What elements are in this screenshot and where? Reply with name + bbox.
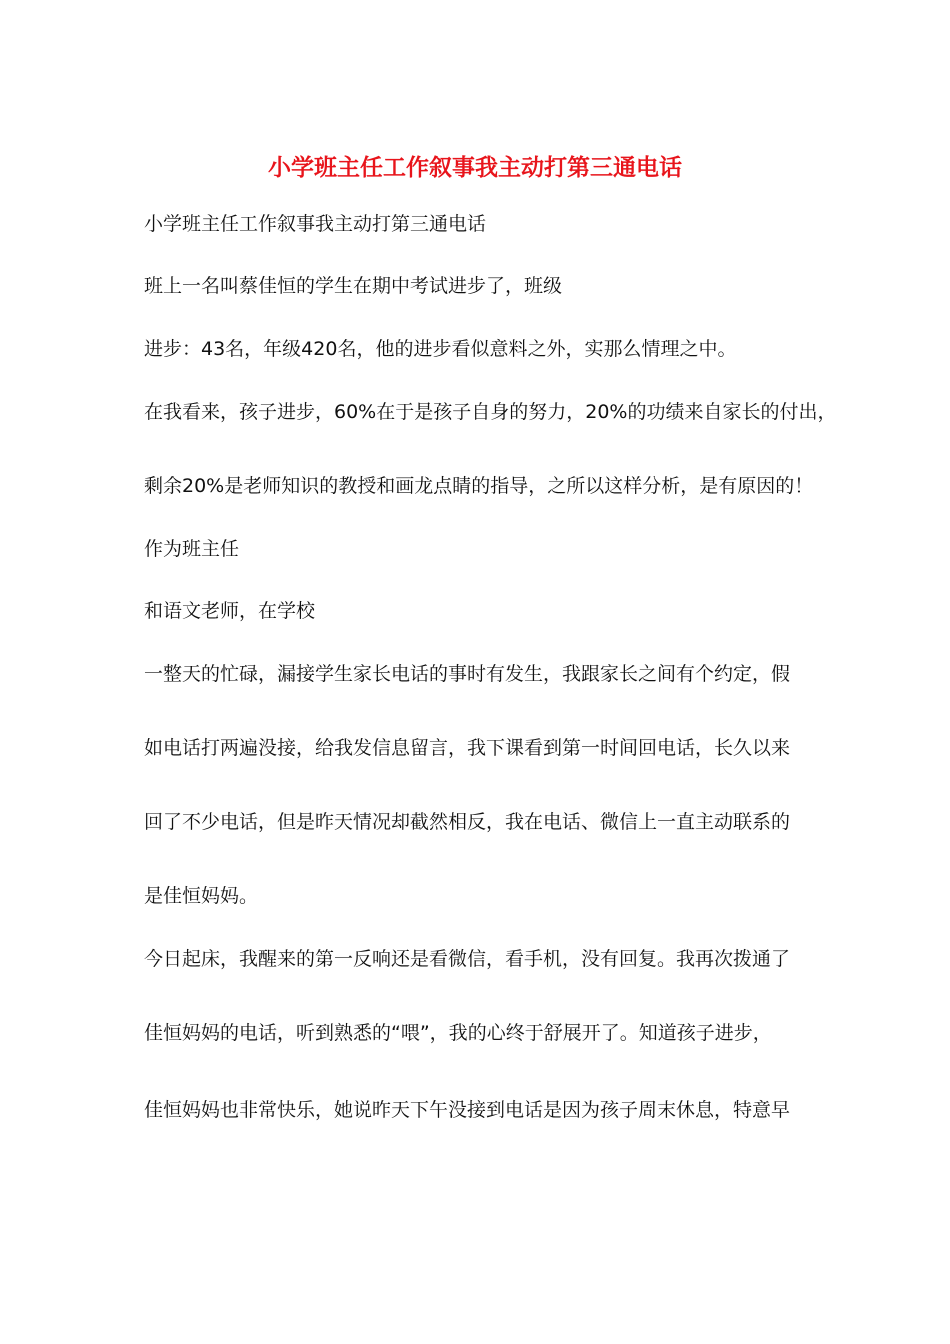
- paragraph-line: 在我看来，孩子进步，60%在于是孩子自身的努力，20%的功绩来自家长的付出，: [144, 401, 837, 423]
- paragraph-line: 一整天的忙碌，漏接学生家长电话的事时有发生，我跟家长之间有个约定，假: [144, 663, 791, 685]
- paragraph-line: 作为班主任: [144, 538, 240, 560]
- paragraph-line: 今日起床，我醒来的第一反响还是看微信，看手机，没有回复。我再次拨通了: [144, 948, 791, 970]
- paragraph-line: 回了不少电话，但是昨天情况却截然相反，我在电话、微信上一直主动联系的: [144, 811, 791, 833]
- paragraph-line: 佳恒妈妈的电话，听到熟悉的“喂”，我的心终于舒展开了。知道孩子进步，: [144, 1022, 772, 1044]
- paragraph-line: 和语文老师，在学校: [144, 600, 316, 622]
- paragraph-line: 如电话打两遍没接，给我发信息留言，我下课看到第一时间回电话，长久以来: [144, 737, 791, 759]
- paragraph-line: 佳恒妈妈也非常快乐，她说昨天下午没接到电话是因为孩子周末休息，特意早: [144, 1099, 791, 1121]
- paragraph-line: 是佳恒妈妈。: [144, 885, 259, 907]
- paragraph-line: 小学班主任工作叙事我主动打第三通电话: [144, 213, 487, 235]
- paragraph-line: 班上一名叫蔡佳恒的学生在期中考试进步了，班级: [144, 275, 563, 297]
- document-title: 小学班主任工作叙事我主动打第三通电话: [268, 154, 682, 181]
- paragraph-line: 进步：43名，年级420名，他的进步看似意料之外，实那么情理之中。: [144, 338, 737, 360]
- paragraph-line: 剩余20%是老师知识的教授和画龙点睛的指导，之所以这样分析，是有原因的！: [144, 475, 814, 497]
